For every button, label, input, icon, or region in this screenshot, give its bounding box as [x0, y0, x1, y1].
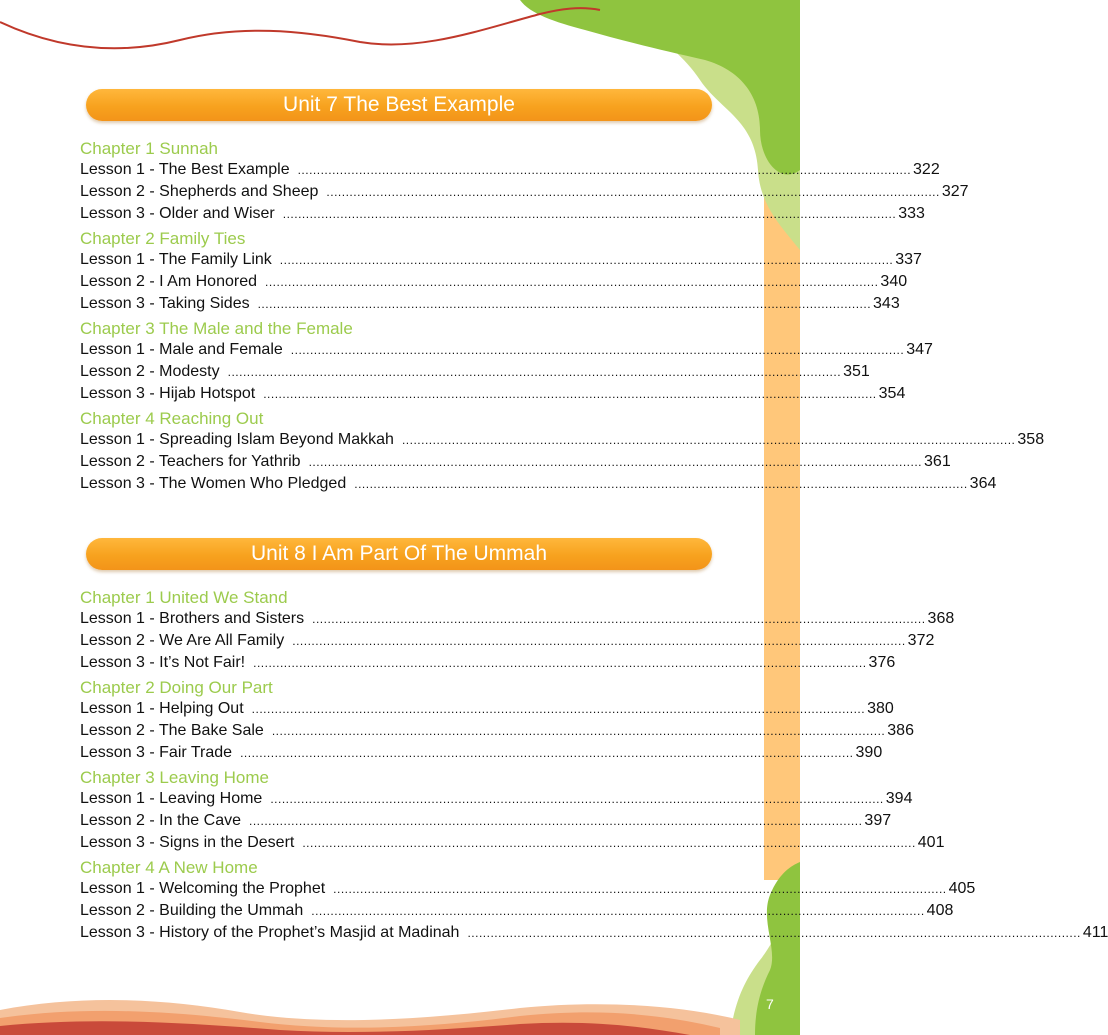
lesson-title: Lesson 1 - Brothers and Sisters	[80, 610, 305, 627]
page-reference: 351	[843, 363, 870, 380]
dot-leader: ................................................................................................................................................................	[257, 297, 872, 311]
page-reference: 327	[941, 183, 969, 200]
dot-leader: ................................................................................................................................................................	[282, 207, 897, 221]
unit-7-banner: Unit 7 The Best Example	[86, 89, 712, 121]
toc-entry[interactable]	[80, 383, 906, 405]
page-reference: 390	[855, 744, 883, 761]
page-reference: 343	[873, 295, 900, 312]
unit-8-contents	[80, 587, 1108, 944]
chapter-heading: Chapter 4 A New Home	[80, 858, 258, 877]
dot-leader: ................................................................................................................................................................	[308, 455, 923, 469]
page-reference: 337	[895, 251, 922, 268]
top-wavy-line	[0, 8, 600, 48]
toc-entry[interactable]	[80, 429, 1045, 451]
dot-leader: ................................................................................................................................................................	[251, 702, 866, 716]
toc-entry[interactable]	[80, 630, 935, 652]
chapter-heading: Chapter 4 Reaching Out	[80, 409, 264, 428]
lesson-title: Lesson 2 - Building the Ummah	[80, 902, 304, 919]
page-reference: 372	[907, 632, 935, 649]
lesson-title: Lesson 3 - Hijab Hotspot	[80, 385, 256, 402]
lesson-title: Lesson 3 - The Women Who Pledged	[80, 475, 347, 492]
dot-leader: ................................................................................................................................................................	[311, 904, 925, 918]
chapter-heading: Chapter 1 Sunnah	[80, 139, 218, 158]
unit-8-banner: Unit 8 I Am Part Of The Ummah	[86, 538, 712, 570]
toc-entry[interactable]	[80, 788, 913, 810]
dot-leader: ................................................................................................................................................................	[326, 185, 940, 199]
toc-entry[interactable]	[80, 473, 997, 495]
dot-leader: ................................................................................................................................................................	[297, 163, 912, 177]
lesson-title: Lesson 1 - Helping Out	[80, 700, 244, 717]
page-reference: 333	[898, 205, 925, 222]
toc-entry[interactable]	[80, 810, 892, 832]
page-reference: 405	[948, 880, 976, 897]
page-number: 7	[766, 996, 774, 1012]
page-reference: 397	[864, 812, 892, 829]
dot-leader: ................................................................................................................................................................	[279, 253, 894, 267]
chapter-heading: Chapter 3 Leaving Home	[80, 768, 270, 787]
dot-leader: ................................................................................................................................................................	[271, 724, 886, 738]
lesson-title: Lesson 3 - History of the Prophet’s Masjid at Madinah	[80, 924, 460, 941]
toc-entry[interactable]	[80, 271, 908, 293]
lesson-title: Lesson 1 - The Family Link	[80, 251, 272, 268]
lesson-title: Lesson 1 - Male and Female	[80, 341, 283, 358]
toc-entry[interactable]	[80, 293, 900, 315]
dot-leader: ................................................................................................................................................................	[263, 387, 877, 401]
toc-entry[interactable]	[80, 698, 894, 720]
toc-entry[interactable]	[80, 361, 870, 383]
dot-leader: ................................................................................................................................................................	[292, 634, 906, 648]
dot-leader: ................................................................................................................................................................	[302, 836, 916, 850]
page-reference: 401	[917, 834, 945, 851]
dot-leader: ................................................................................................................................................................	[312, 612, 926, 626]
dot-leader: ................................................................................................................................................................	[401, 433, 1016, 447]
page-reference: 364	[969, 475, 997, 492]
lesson-title: Lesson 1 - Spreading Islam Beyond Makkah	[80, 431, 394, 448]
page-reference: 368	[927, 610, 955, 627]
lesson-title: Lesson 3 - Taking Sides	[80, 295, 250, 312]
toc-entry[interactable]	[80, 181, 969, 203]
dot-leader: ................................................................................................................................................................	[290, 343, 905, 357]
chapter-heading: Chapter 1 United We Stand	[80, 588, 288, 607]
lesson-title: Lesson 2 - The Bake Sale	[80, 722, 264, 739]
dot-leader: ................................................................................................................................................................	[240, 746, 854, 760]
lesson-title: Lesson 2 - Shepherds and Sheep	[80, 183, 319, 200]
toc-entry[interactable]	[80, 652, 896, 674]
lesson-title: Lesson 1 - Welcoming the Prophet	[80, 880, 326, 897]
lesson-title: Lesson 3 - Fair Trade	[80, 744, 233, 761]
dot-leader: ................................................................................................................................................................	[264, 275, 879, 289]
dot-leader: ................................................................................................................................................................	[270, 792, 884, 806]
toc-entry[interactable]	[80, 832, 945, 854]
page-reference: 394	[885, 790, 913, 807]
page-reference: 340	[880, 273, 908, 290]
lesson-title: Lesson 2 - We Are All Family	[80, 632, 285, 649]
page-reference: 376	[868, 654, 896, 671]
lesson-title: Lesson 2 - Teachers for Yathrib	[80, 453, 301, 470]
dot-leader: ................................................................................................................................................................	[354, 477, 968, 491]
toc-entry[interactable]	[80, 742, 883, 764]
dot-leader: ................................................................................................................................................................	[253, 656, 867, 670]
unit-7-contents	[80, 138, 1045, 495]
chapter-heading: Chapter 3 The Male and the Female	[80, 319, 353, 338]
dot-leader: ................................................................................................................................................................	[248, 814, 863, 828]
toc-entry[interactable]	[80, 249, 922, 271]
toc-entry[interactable]	[80, 720, 914, 742]
page-reference: 361	[924, 453, 951, 470]
page-reference: 354	[878, 385, 906, 402]
chapter-heading: Chapter 2 Family Ties	[80, 229, 246, 248]
toc-entry[interactable]	[80, 159, 940, 181]
lesson-title: Lesson 3 - Older and Wiser	[80, 205, 275, 222]
lesson-title: Lesson 2 - Modesty	[80, 363, 220, 380]
toc-entry[interactable]	[80, 922, 1108, 944]
page-reference: 322	[913, 161, 940, 178]
page-reference: 347	[906, 341, 933, 358]
page-reference: 386	[887, 722, 914, 739]
toc-entry[interactable]	[80, 339, 933, 361]
toc-entry[interactable]	[80, 203, 925, 225]
dot-leader: ................................................................................................................................................................	[333, 882, 947, 896]
lesson-title: Lesson 3 - Signs in the Desert	[80, 834, 295, 851]
lesson-title: Lesson 2 - In the Cave	[80, 812, 241, 829]
page-reference: 380	[867, 700, 894, 717]
page-reference: 358	[1017, 431, 1045, 448]
page-reference: 411	[1082, 924, 1108, 941]
lesson-title: Lesson 1 - Leaving Home	[80, 790, 263, 807]
toc-entry[interactable]	[80, 608, 955, 630]
dot-leader: ................................................................................................................................................................	[467, 926, 1081, 940]
page-reference: 408	[926, 902, 954, 919]
lesson-title: Lesson 2 - I Am Honored	[80, 273, 257, 290]
toc-entry[interactable]	[80, 878, 976, 900]
toc-entry[interactable]	[80, 900, 954, 922]
chapter-heading: Chapter 2 Doing Our Part	[80, 678, 273, 697]
lesson-title: Lesson 3 - It’s Not Fair!	[80, 654, 246, 671]
lesson-title: Lesson 1 - The Best Example	[80, 161, 290, 178]
dot-leader: ................................................................................................................................................................	[227, 365, 842, 379]
toc-entry[interactable]	[80, 451, 951, 473]
